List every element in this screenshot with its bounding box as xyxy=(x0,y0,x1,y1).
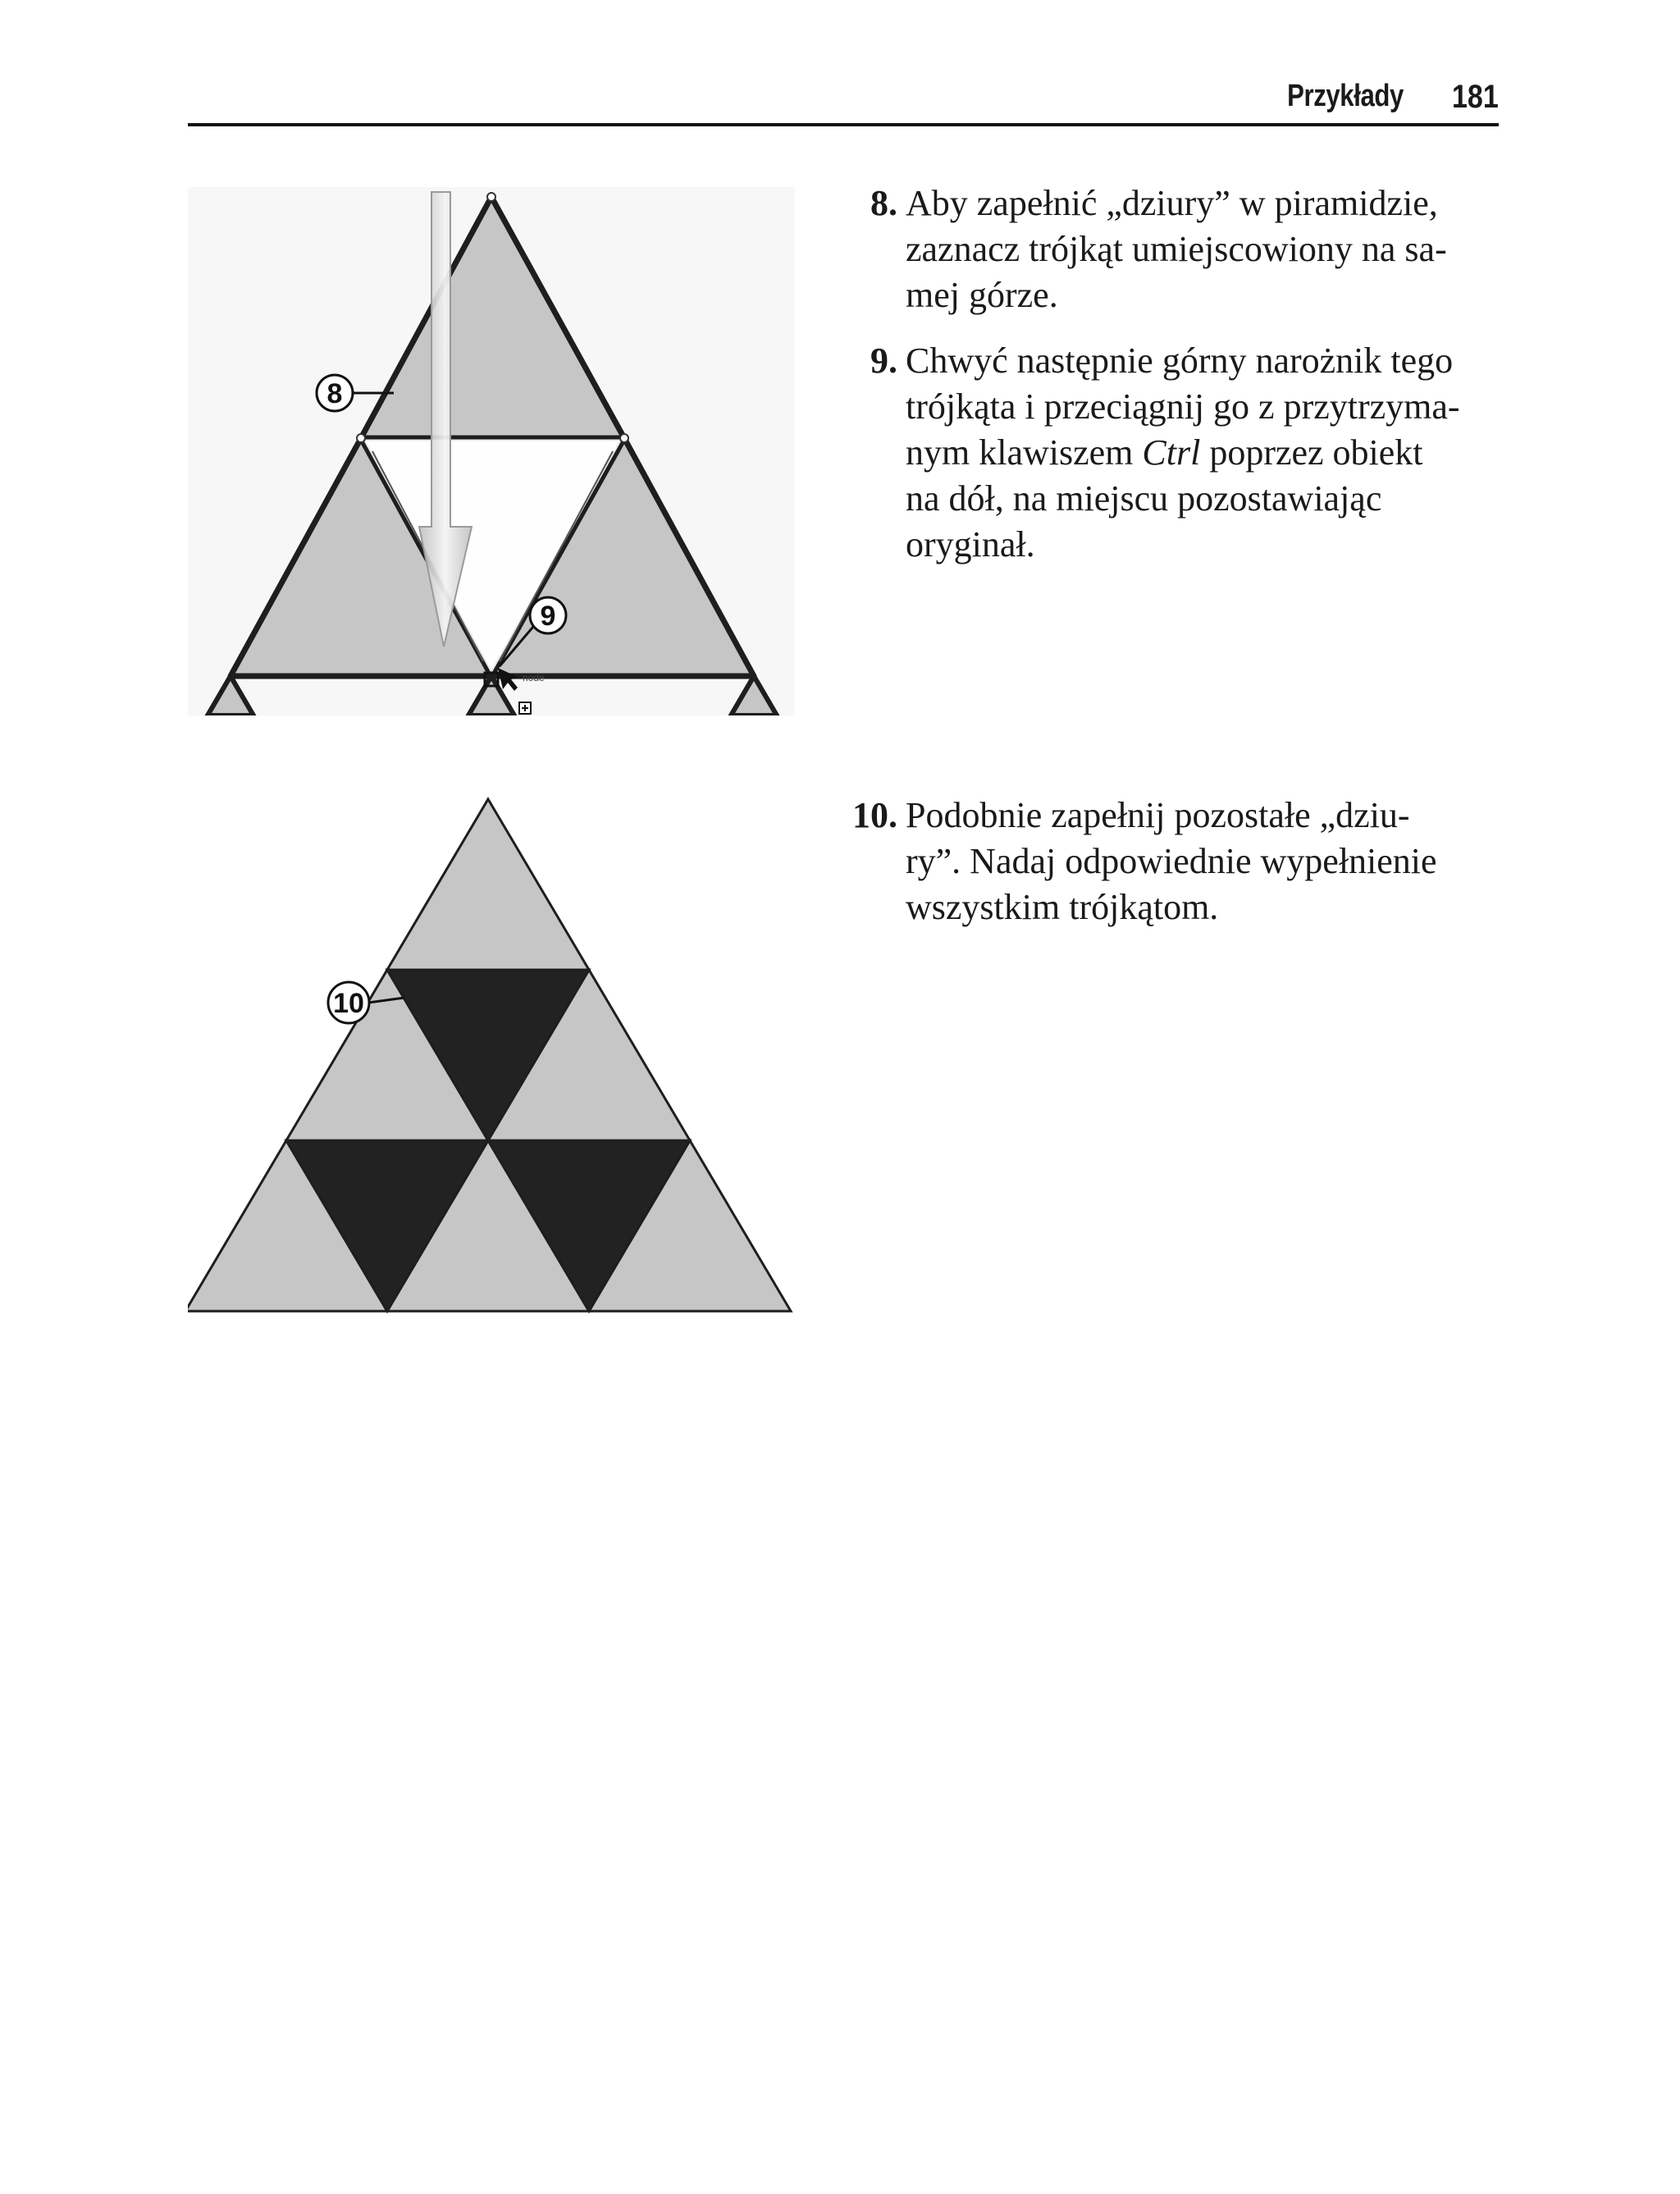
step-line: zaznacz trójkąt umiejscowiony na sa- xyxy=(906,229,1447,269)
section-title: Przykłady xyxy=(1287,79,1404,113)
step-line: Chwyć następnie górny narożnik tego xyxy=(906,341,1454,381)
step-line: wszystkim trójkątom. xyxy=(906,887,1219,927)
step-line: Aby zapełnić „dziury” w piramidzie, xyxy=(906,183,1438,223)
step-line: ry”. Nadaj odpowiednie wypełnienie xyxy=(906,841,1437,881)
step-text xyxy=(906,181,1447,318)
step-line: Podobnie zapełnij pozostałe „dziu- xyxy=(906,795,1410,835)
svg-text:8: 8 xyxy=(326,378,343,409)
step-line: oryginał. xyxy=(906,524,1035,564)
step-text xyxy=(906,793,1437,930)
page-number: 181 xyxy=(1452,79,1499,115)
node-right[interactable] xyxy=(620,434,628,442)
step-line: mej górze. xyxy=(906,275,1058,315)
step-number: 9. xyxy=(870,341,897,381)
svg-text:10: 10 xyxy=(333,988,364,1019)
snap-label-icon: node xyxy=(523,672,545,683)
step-text xyxy=(906,338,1460,568)
running-header xyxy=(188,79,1499,126)
node-left[interactable] xyxy=(357,434,365,442)
node-top[interactable] xyxy=(487,193,495,201)
svg-text:9: 9 xyxy=(540,601,556,632)
figure-finished-pyramid xyxy=(188,796,795,1321)
key-name: Ctrl xyxy=(1142,432,1201,473)
figure-drag-triangle xyxy=(188,187,795,715)
step-line: trójkąta i przeciągnij go z przytrzyma- xyxy=(906,386,1460,427)
step-line: na dół, na miejscu pozostawiając xyxy=(906,478,1382,519)
step-line: nym klawiszem Ctrl poprzez obiekt xyxy=(906,432,1423,473)
step-number: 8. xyxy=(870,183,897,223)
step-number: 10. xyxy=(852,795,897,835)
